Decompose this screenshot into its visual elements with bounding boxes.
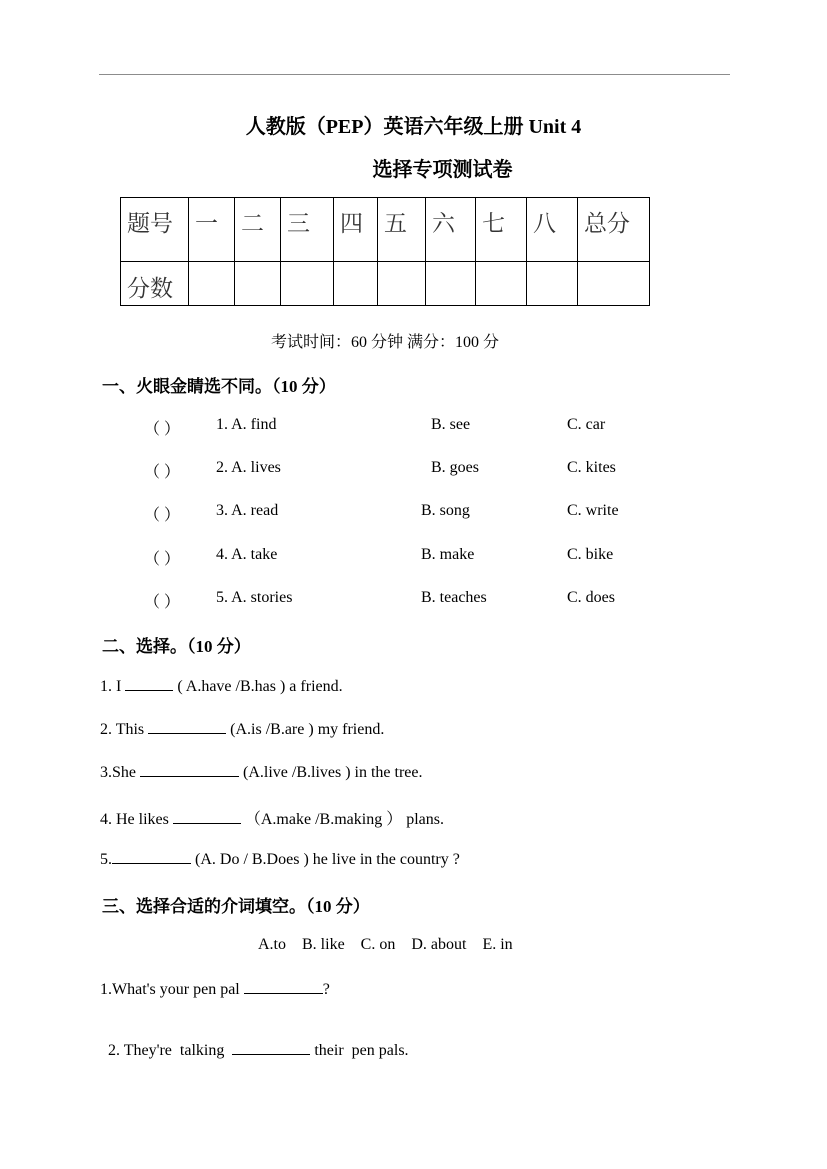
score-cell: 七 <box>476 198 527 262</box>
section2-heading: 二、选择。（10 分） <box>102 637 251 656</box>
score-cell: 二 <box>235 198 281 262</box>
page-subtitle <box>0 153 827 182</box>
score-table-score-row <box>121 262 650 306</box>
question-text: 2. This <box>100 721 149 738</box>
page-subtitle-text: 选择专项测试卷 <box>372 159 513 181</box>
score-input-cell[interactable] <box>426 262 476 306</box>
question-text: their pen pals. <box>310 1042 409 1059</box>
exam-info: 考试时间：60 分钟 满分：100 分 <box>271 334 500 351</box>
score-cell: 题号 <box>121 198 189 262</box>
question-option-b: B. song <box>421 502 470 519</box>
question-option-b: B. goes <box>431 459 479 476</box>
score-cell: 五 <box>378 198 426 262</box>
fill-question <box>100 806 444 829</box>
score-cell: 四 <box>334 198 378 262</box>
score-cell: 一 <box>189 198 235 262</box>
answer-bracket[interactable]: （ ） <box>144 464 181 481</box>
score-cell: 八 <box>527 198 578 262</box>
question-option-a: 1. A. find <box>216 416 277 433</box>
question-option-a: 3. A. read <box>216 502 279 519</box>
score-table <box>120 197 650 306</box>
question-option-b: B. teaches <box>421 589 487 606</box>
question-option-c: C. car <box>567 416 606 433</box>
score-cell: 总分 <box>578 198 650 262</box>
question-option-b: B. see <box>431 416 471 433</box>
answer-blank[interactable] <box>112 849 191 864</box>
question-text: (A.live /B.lives ) in the tree. <box>239 764 423 781</box>
question-text: （A.make /B.making ） plans. <box>240 811 444 828</box>
fill-question <box>100 719 384 739</box>
answer-blank[interactable] <box>125 676 173 691</box>
question-text: 4. He likes <box>100 811 173 828</box>
answer-bracket[interactable]: （ ） <box>144 421 181 438</box>
question-option-c: C. does <box>567 589 615 606</box>
score-table-header-row <box>121 198 650 262</box>
question-text: 1.What's your pen pal <box>100 981 244 998</box>
answer-blank[interactable] <box>140 762 239 777</box>
header-rule <box>99 74 730 75</box>
score-cell: 六 <box>426 198 476 262</box>
question-option-c: C. write <box>567 502 619 519</box>
answer-blank[interactable] <box>232 1040 310 1055</box>
fill-question <box>100 849 460 869</box>
answer-blank[interactable] <box>148 719 226 734</box>
score-input-cell[interactable] <box>235 262 281 306</box>
question-text: 2. They're talking <box>108 1042 233 1059</box>
fill-question <box>100 762 423 782</box>
score-input-cell[interactable] <box>281 262 334 306</box>
question-text: 5. <box>100 851 112 868</box>
question-text: ( A.have /B.has ) a friend. <box>173 678 343 695</box>
answer-blank[interactable] <box>244 979 323 994</box>
question-option-a: 4. A. take <box>216 546 278 563</box>
page-title: 人教版（PEP）英语六年级上册 Unit 4 <box>245 116 582 138</box>
answer-bracket[interactable]: （ ） <box>144 551 181 568</box>
question-text: (A.is /B.are ) my friend. <box>226 721 385 738</box>
preposition-options: A.to B. like C. on D. about E. in <box>258 936 513 953</box>
question-text: ? <box>322 981 330 998</box>
score-input-cell[interactable] <box>578 262 650 306</box>
score-input-cell[interactable] <box>189 262 235 306</box>
question-text: (A. Do / B.Does ) he live in the country ? <box>191 851 460 868</box>
section1-heading: 一、火眼金睛选不同。（10 分） <box>102 377 336 396</box>
question-option-c: C. kites <box>567 459 616 476</box>
score-input-cell[interactable] <box>527 262 578 306</box>
question-option-c: C. bike <box>567 546 614 563</box>
fill-question <box>100 676 343 696</box>
answer-bracket[interactable]: （ ） <box>144 507 181 524</box>
score-cell: 三 <box>281 198 334 262</box>
question-option-a: 5. A. stories <box>216 589 293 606</box>
score-input-cell[interactable] <box>378 262 426 306</box>
answer-bracket[interactable]: （ ） <box>144 594 181 611</box>
score-input-cell[interactable] <box>334 262 378 306</box>
score-input-cell[interactable] <box>476 262 527 306</box>
fill-question <box>100 1022 409 1060</box>
score-cell: 分数 <box>121 262 189 306</box>
question-text: 3.She <box>100 764 140 781</box>
question-option-b: B. make <box>421 546 475 563</box>
fill-question <box>100 979 330 999</box>
section3-heading: 三、选择合适的介词填空。（10 分） <box>102 897 370 916</box>
question-text: 1. I <box>100 678 126 695</box>
answer-blank[interactable] <box>173 809 241 824</box>
question-option-a: 2. A. lives <box>216 459 281 476</box>
